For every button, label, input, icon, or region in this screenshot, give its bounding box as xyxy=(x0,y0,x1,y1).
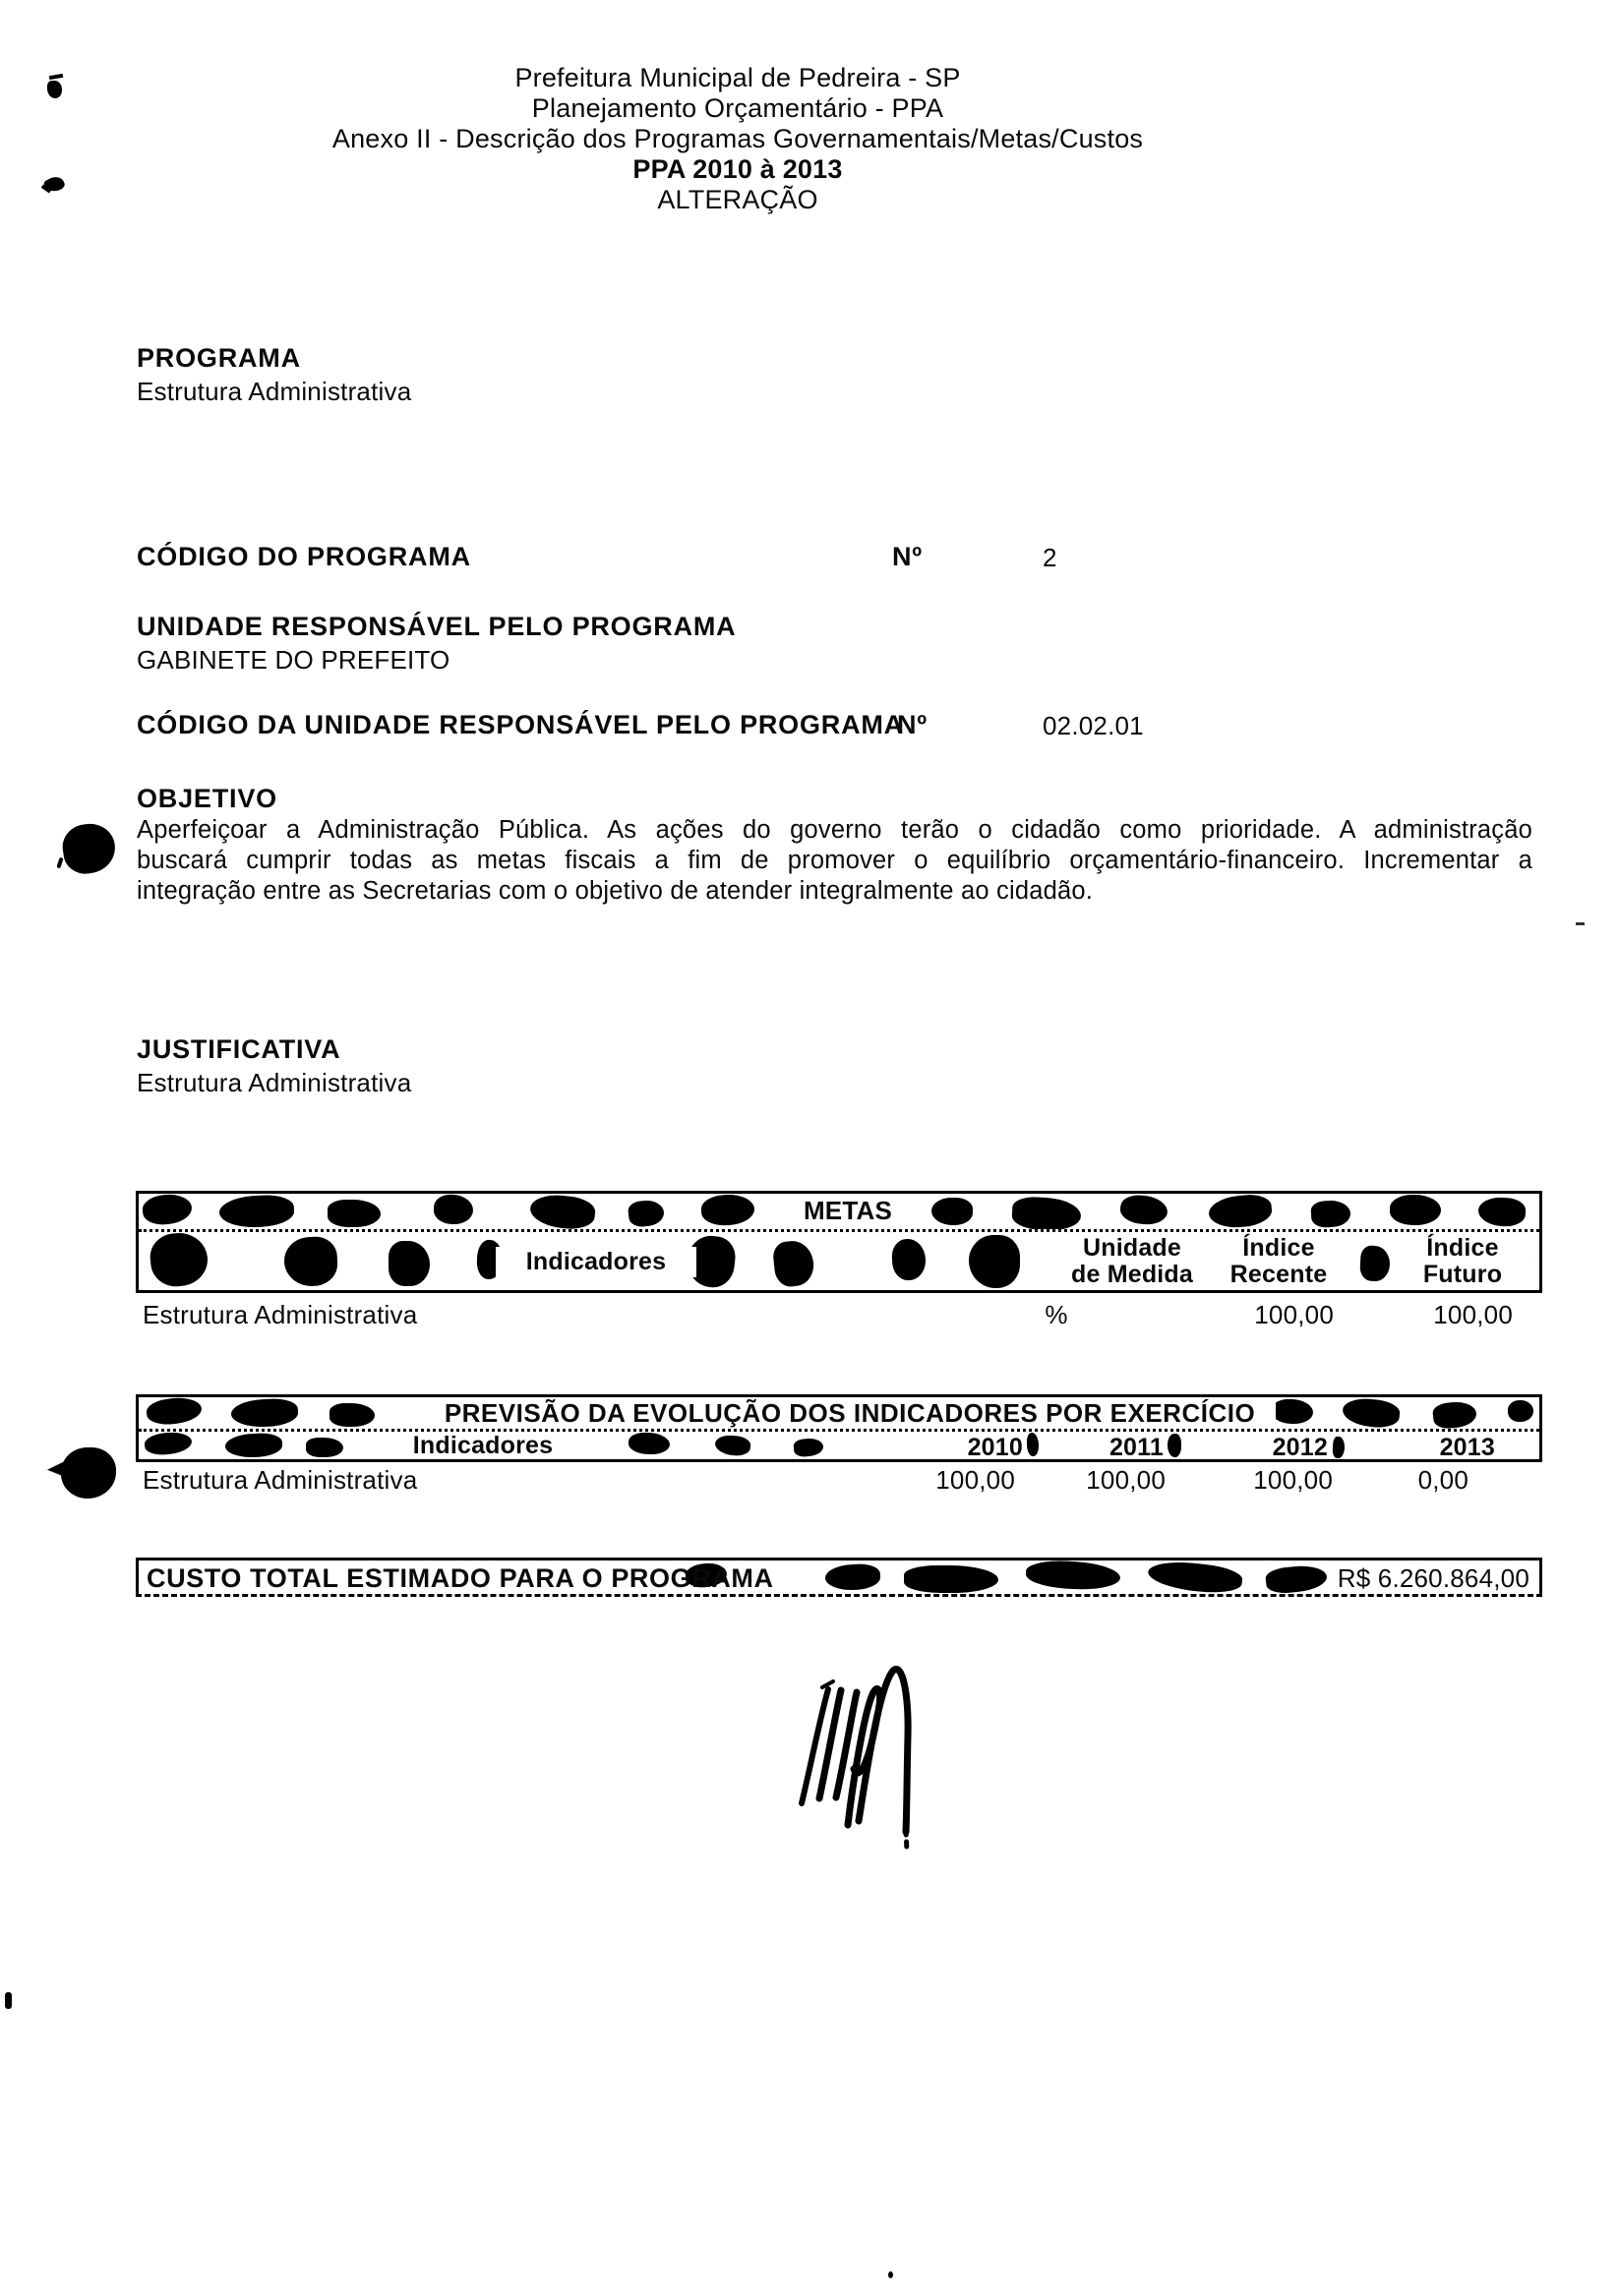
toner-blob xyxy=(1265,1563,1328,1595)
toner-blob xyxy=(1477,1196,1526,1226)
toner-blob xyxy=(1432,1400,1477,1430)
document-header xyxy=(0,63,1475,215)
toner-blob xyxy=(1342,1397,1402,1430)
hole-punch-mark xyxy=(61,1447,116,1499)
toner-blob xyxy=(230,1397,298,1429)
metas-title-row xyxy=(139,1194,1539,1232)
previsao-row-valor-2011: 100,00 xyxy=(1086,1465,1166,1495)
previsao-col-ano-2013: 2013 xyxy=(1439,1434,1495,1459)
toner-blob xyxy=(904,1565,998,1593)
toner-blob xyxy=(306,1438,343,1457)
toner-blob xyxy=(772,1239,816,1288)
toner-blob xyxy=(1359,1245,1391,1282)
toner-blob xyxy=(1025,1560,1120,1592)
previsao-row-valor-2013: 0,00 xyxy=(1417,1465,1468,1495)
toner-blob xyxy=(330,1403,375,1427)
toner-blob xyxy=(969,1235,1020,1288)
toner-blob xyxy=(148,1232,210,1289)
objetivo-text-line: buscará cumprir todas as metas fiscais a fim de promover o equilíbrio orçamentário-financeiro. Incrementar a xyxy=(137,847,1532,874)
toner-blob xyxy=(1507,1399,1533,1422)
metas-col-unidade-line2: de Medida xyxy=(1070,1261,1194,1288)
codigo-unidade-numero-symbol: Nº xyxy=(897,710,928,739)
metas-table xyxy=(136,1191,1542,1293)
scan-artifact-dot xyxy=(888,2271,893,2278)
toner-blob xyxy=(1332,1437,1345,1459)
toner-blob xyxy=(433,1194,474,1225)
header-alteracao: ALTERAÇÃO xyxy=(657,185,818,214)
previsao-col-ano-2011: 2011 xyxy=(1109,1434,1164,1459)
codigo-programa-value: 2 xyxy=(1043,543,1057,572)
toner-blob xyxy=(700,1194,755,1226)
toner-blob xyxy=(824,1563,880,1592)
toner-blob xyxy=(628,1432,670,1455)
hole-punch-mark xyxy=(60,821,118,877)
programa-label: PROGRAMA xyxy=(137,343,301,373)
toner-blob xyxy=(1168,1434,1181,1457)
toner-blob xyxy=(1310,1199,1350,1227)
scan-artifact-dash xyxy=(1576,922,1585,925)
metas-col-recente-line1: Índice xyxy=(1242,1234,1315,1262)
justificativa-label: JUSTIFICATIVA xyxy=(137,1034,341,1064)
objetivo-text-line: integração entre as Secretarias com o objetivo de atender integralmente ao cidadão. xyxy=(137,877,1094,905)
metas-col-unidade-medida xyxy=(1051,1233,1213,1290)
toner-blob xyxy=(328,1200,381,1227)
scan-artifact-tick xyxy=(56,857,63,869)
toner-blob xyxy=(144,1432,193,1456)
previsao-table xyxy=(136,1394,1542,1462)
previsao-row-valor-2010: 100,00 xyxy=(935,1465,1015,1495)
toner-blob xyxy=(1271,1397,1313,1424)
metas-col-futuro-line2: Futuro xyxy=(1422,1261,1503,1288)
custo-total-label: CUSTO TOTAL ESTIMADO PARA O PROGRAMA xyxy=(147,1563,774,1593)
header-organization: Prefeitura Municipal de Pedreira - SP xyxy=(514,63,961,92)
metas-row-indicador: Estrutura Administrativa xyxy=(143,1300,418,1329)
toner-blob xyxy=(1390,1195,1441,1225)
justificativa-value: Estrutura Administrativa xyxy=(137,1068,412,1097)
metas-row-unidade: % xyxy=(1045,1300,1068,1329)
programa-value: Estrutura Administrativa xyxy=(137,377,412,406)
unidade-responsavel-value: GABINETE DO PREFEITO xyxy=(137,645,450,675)
toner-blob xyxy=(1026,1433,1039,1457)
metas-col-indice-recente xyxy=(1203,1233,1354,1290)
unidade-responsavel-label: UNIDADE RESPONSÁVEL PELO PROGRAMA xyxy=(137,612,737,641)
header-subtitle: Planejamento Orçamentário - PPA xyxy=(531,93,944,123)
toner-blob xyxy=(931,1198,973,1225)
previsao-row-indicador: Estrutura Administrativa xyxy=(143,1465,418,1495)
toner-blob xyxy=(1208,1194,1274,1230)
custo-total-band xyxy=(136,1558,1542,1597)
toner-blob xyxy=(224,1432,282,1458)
previsao-title-row xyxy=(139,1397,1539,1432)
toner-blob xyxy=(528,1194,596,1231)
toner-blob xyxy=(146,1397,203,1427)
custo-total-value: R$ 6.260.864,00 xyxy=(1330,1563,1537,1594)
toner-blob xyxy=(793,1437,824,1457)
metas-row-indice-recente: 100,00 xyxy=(1254,1300,1334,1329)
toner-blob xyxy=(891,1238,927,1281)
metas-col-unidade-line1: Unidade xyxy=(1082,1234,1182,1262)
toner-blob xyxy=(389,1241,430,1286)
signature xyxy=(765,1643,930,1861)
objetivo-text-line: Aperfeiçoar a Administração Pública. As ações do governo terão o cidadão como prioridade. A administração xyxy=(137,816,1532,844)
scan-artifact-tick xyxy=(5,1992,12,2009)
metas-col-indicadores: Indicadores xyxy=(496,1247,696,1277)
toner-blob xyxy=(142,1194,194,1227)
metas-table-title: METAS xyxy=(783,1196,913,1226)
header-annex-title: Anexo II - Descrição dos Programas Governamentais/Metas/Custos xyxy=(331,124,1144,153)
codigo-programa-numero-symbol: Nº xyxy=(892,542,923,571)
previsao-col-ano-2012: 2012 xyxy=(1272,1434,1328,1459)
previsao-table-title: PREVISÃO DA EVOLUÇÃO DOS INDICADORES POR EXERCÍCIO xyxy=(424,1398,1276,1429)
hole-punch-notch xyxy=(47,1461,65,1477)
metas-header-row xyxy=(139,1232,1539,1290)
toner-blob xyxy=(1147,1559,1243,1596)
toner-blob xyxy=(283,1235,339,1287)
codigo-unidade-label: CÓDIGO DA UNIDADE RESPONSÁVEL PELO PROGRAMA xyxy=(137,710,904,739)
toner-blob xyxy=(218,1194,295,1229)
metas-col-futuro-line1: Índice xyxy=(1426,1234,1499,1262)
toner-blob xyxy=(1119,1194,1169,1226)
objetivo-label: OBJETIVO xyxy=(137,784,277,813)
metas-col-indice-futuro xyxy=(1392,1233,1533,1290)
previsao-col-ano-2010: 2010 xyxy=(967,1434,1023,1459)
codigo-programa-label: CÓDIGO DO PROGRAMA xyxy=(137,542,471,571)
toner-blob xyxy=(628,1199,666,1228)
previsao-header-row xyxy=(139,1432,1539,1459)
header-ppa-period: PPA 2010 à 2013 xyxy=(632,154,843,184)
previsao-col-indicadores: Indicadores xyxy=(352,1432,614,1459)
previsao-row-valor-2012: 100,00 xyxy=(1253,1465,1333,1495)
codigo-unidade-value: 02.02.01 xyxy=(1043,711,1144,740)
toner-blob xyxy=(714,1434,751,1457)
toner-blob xyxy=(1011,1196,1082,1232)
metas-row-indice-futuro: 100,00 xyxy=(1433,1300,1513,1329)
metas-col-recente-line2: Recente xyxy=(1229,1261,1328,1288)
